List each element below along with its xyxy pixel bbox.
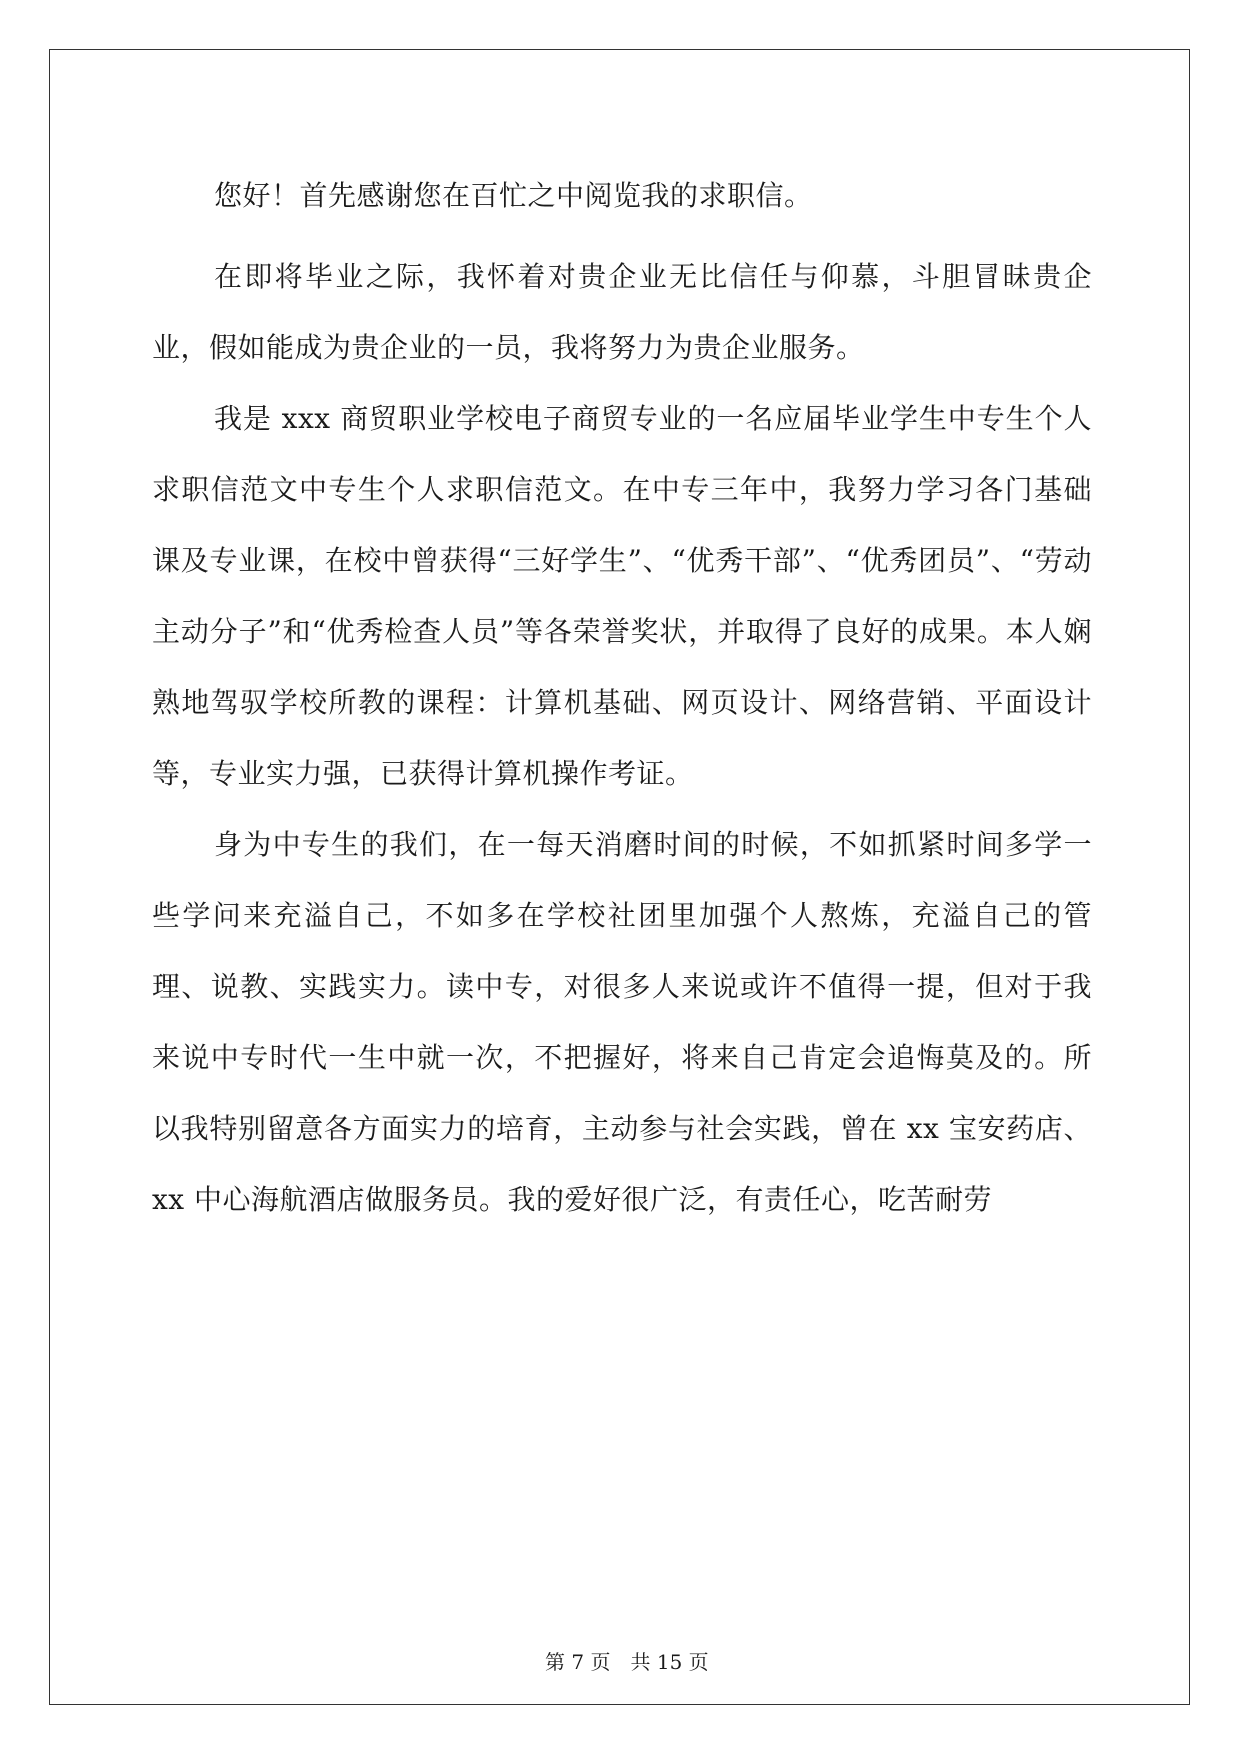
paragraph-practice: 身为中专生的我们，在一每天消磨时间的时候，不如抓紧时间多学一些学问来充溢自己，不如多在学校社团里加强个人熬炼，充溢自己的管理、说教、实践实力。读中专，对很多人来说或许不值得一提，但对于我来说中专时代一生中就一次，不把握好，将来自己肯定会追悔莫及的。所以我特别留意各方面实力的培育，主动参与社会实践，曾在 xx 宝安药店、xx 中心海航酒店做服务员。我的爱好很广泛，有责任心，吃苦耐劳: [152, 828, 1092, 1216]
paragraph-greeting: 您好！首先感谢您在百忙之中阅览我的求职信。: [214, 179, 813, 212]
page-footer: [0, 1626, 1241, 1674]
page-number: 第 7 页 共 15 页: [545, 1650, 709, 1674]
letter-body: [152, 160, 1092, 1235]
paragraph-intent: 在即将毕业之际，我怀着对贵企业无比信任与仰慕，斗胆冒昧贵企业，假如能成为贵企业的一员，我将努力为贵企业服务。: [152, 260, 1092, 364]
paragraph-education: 我是 xxx 商贸职业学校电子商贸专业的一名应届毕业学生中专生个人求职信范文中专生个人求职信范文。在中专三年中，我努力学习各门基础课及专业课，在校中曾获得“三好学生”、“优秀干部”、“优秀团员”、“劳动主动分子”和“优秀检查人员”等各荣誉奖状，并取得了良好的成果。本人娴熟地驾驭学校所教的课程：计算机基础、网页设计、网络营销、平面设计等，专业实力强，已获得计算机操作考证。: [152, 402, 1092, 790]
